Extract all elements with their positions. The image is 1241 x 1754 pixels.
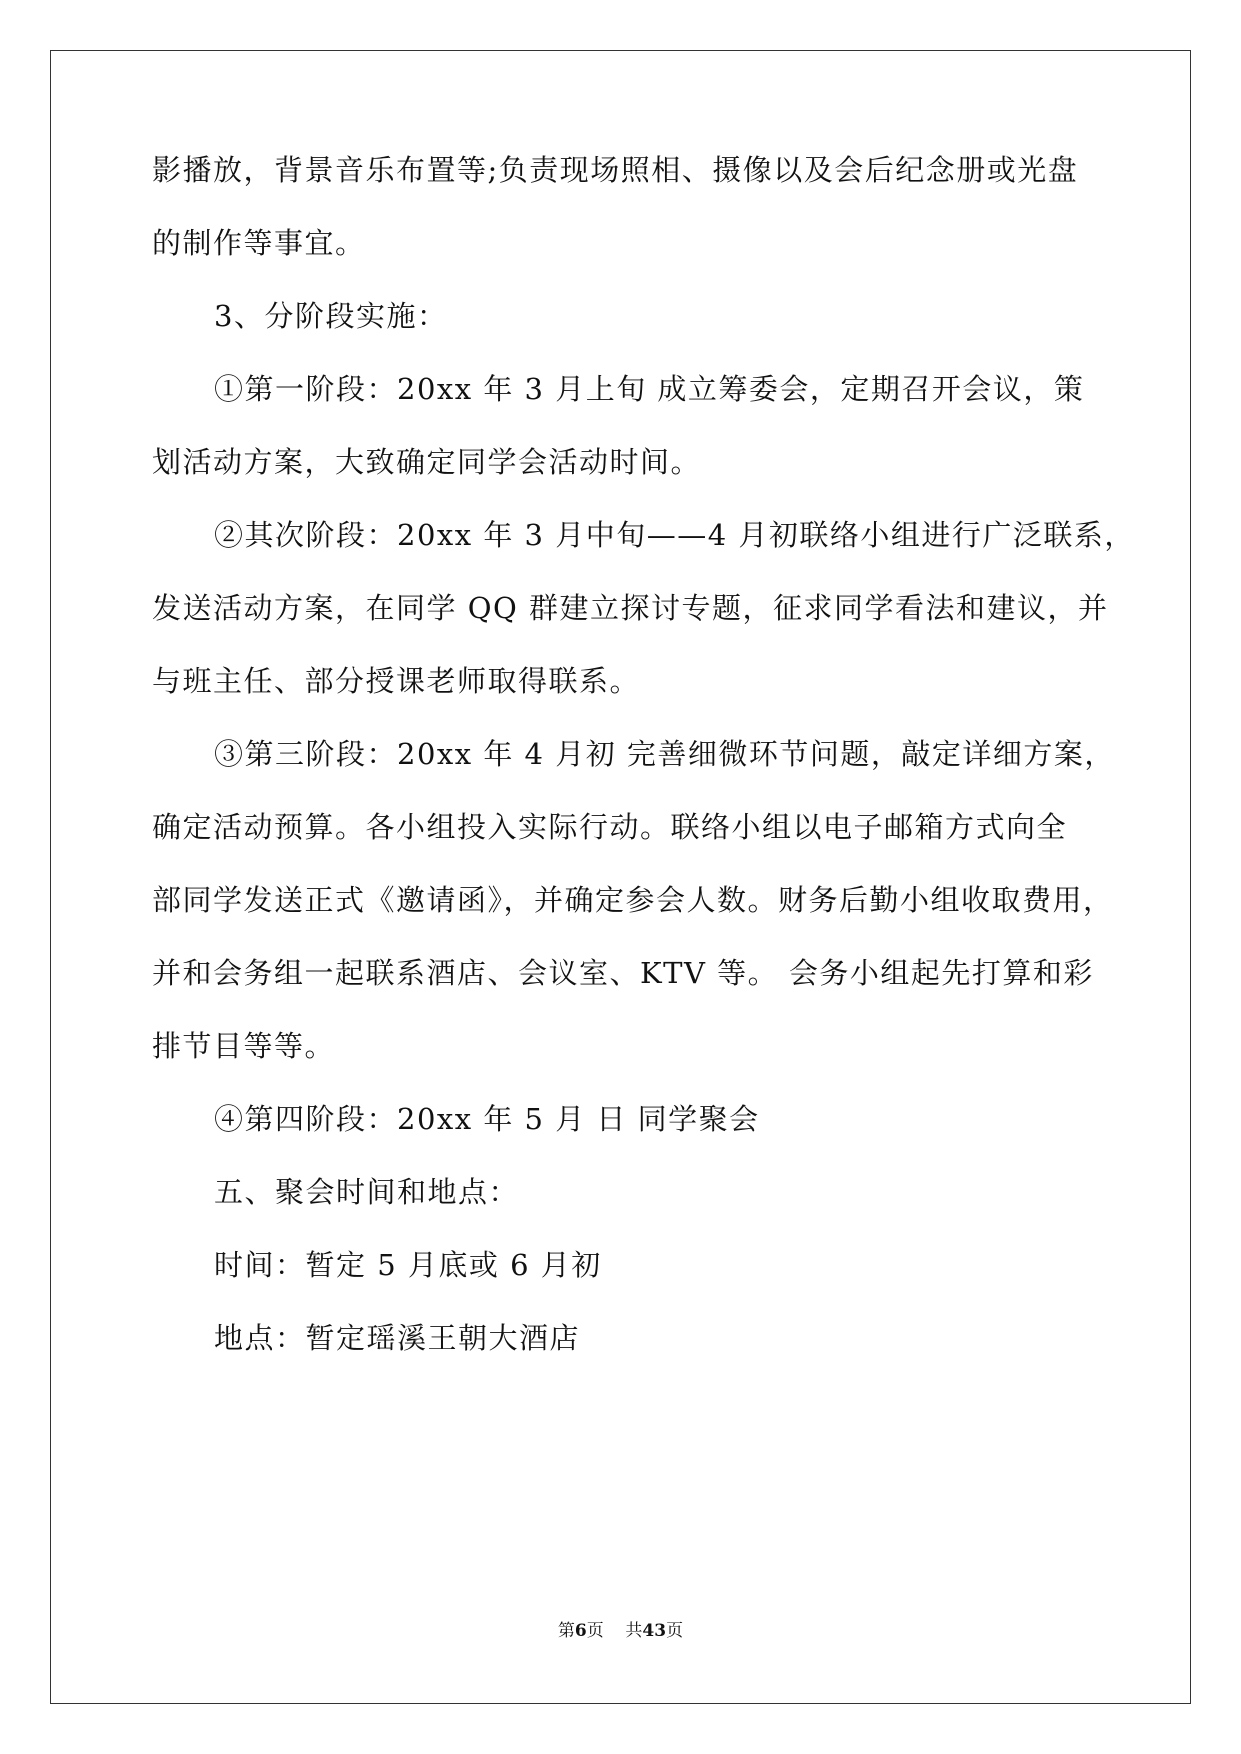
text-line: 并和会务组一起联系酒店、会议室、KTV 等。 会务小组起先打算和彩 xyxy=(152,956,1094,990)
text-line: 划活动方案，大致确定同学会活动时间。 xyxy=(152,445,702,479)
text-line: 排节目等等。 xyxy=(152,1029,336,1063)
text-line: 与班主任、部分授课老师取得联系。 xyxy=(152,664,641,698)
footer-total-prefix: 共 xyxy=(625,1621,643,1641)
total-pages-number: 43 xyxy=(642,1621,667,1641)
text-line: 时间：暂定 5 月底或 6 月初 xyxy=(214,1248,602,1282)
current-page-number: 6 xyxy=(574,1621,587,1641)
text-line: 地点：暂定瑶溪王朝大酒店 xyxy=(214,1321,581,1355)
footer-prefix: 第 xyxy=(557,1621,575,1641)
text-line: 发送活动方案，在同学 QQ 群建立探讨专题，征求同学看法和建议，并 xyxy=(152,591,1109,625)
page-footer xyxy=(0,1620,1241,1642)
text-line: ④第四阶段：20xx 年 5 月 日 同学聚会 xyxy=(214,1102,760,1136)
text-line: 影播放，背景音乐布置等;负责现场照相、摄像以及会后纪念册或光盘 xyxy=(152,153,1079,187)
text-line: 的制作等事宜。 xyxy=(152,226,366,260)
section-heading: 五、聚会时间和地点： xyxy=(214,1175,520,1209)
footer-total-suffix: 页 xyxy=(666,1621,684,1641)
footer-page-suffix: 页 xyxy=(586,1621,604,1641)
text-line: ②其次阶段：20xx 年 3 月中旬——4 月初联络小组进行广泛联系， xyxy=(214,518,1135,552)
text-line: ①第一阶段：20xx 年 3 月上旬 成立筹委会，定期召开会议，策 xyxy=(214,372,1085,406)
section-heading: 3、分阶段实施： xyxy=(214,299,448,333)
text-line: 确定活动预算。各小组投入实际行动。联络小组以电子邮箱方式向全 xyxy=(152,810,1068,844)
text-line: 部同学发送正式《邀请函》，并确定参会人数。财务后勤小组收取费用， xyxy=(152,883,1114,917)
text-line: ③第三阶段：20xx 年 4 月初 完善细微环节问题，敲定详细方案， xyxy=(214,737,1115,771)
